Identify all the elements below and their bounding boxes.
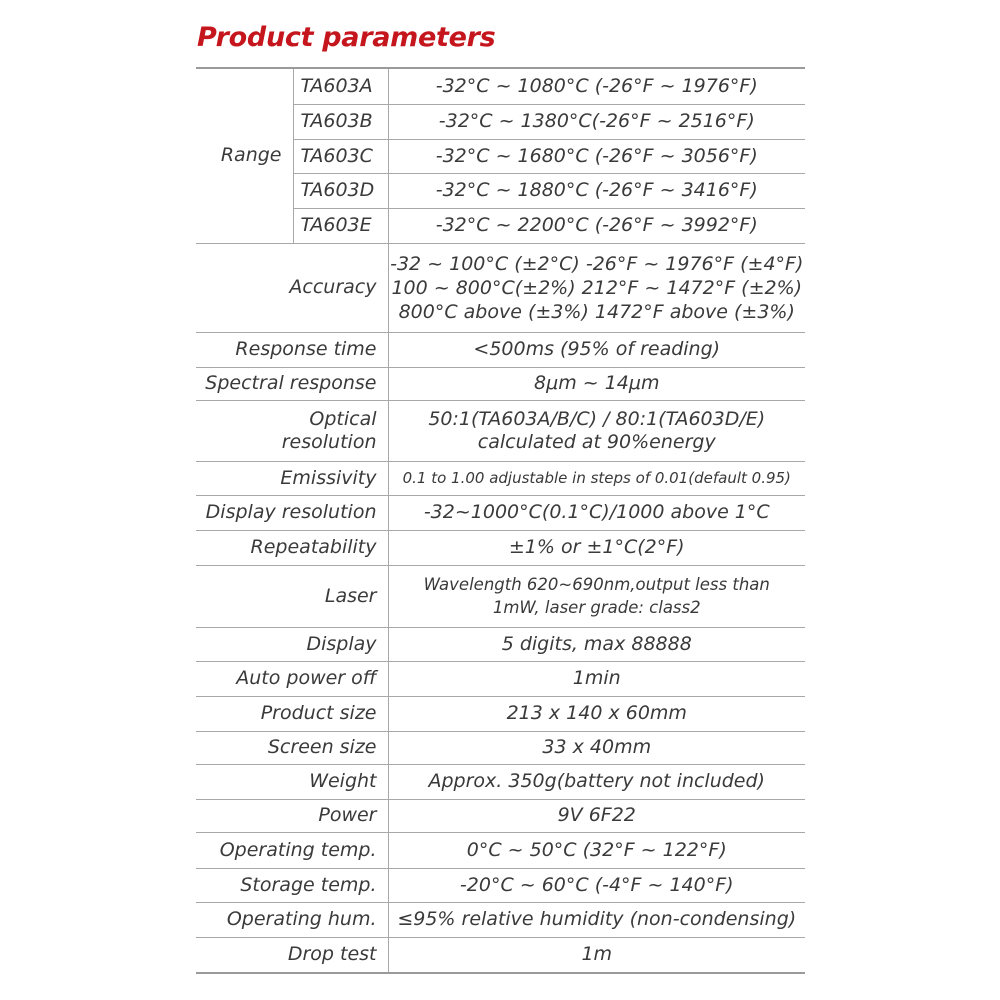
model-cell: TA603A xyxy=(293,68,388,104)
param-label xyxy=(196,367,388,400)
param-label xyxy=(196,332,388,367)
value-line: -32 ~ 100°C (±2°C) -26°F ~ 1976°F (±4°F) xyxy=(390,252,804,275)
table-row xyxy=(196,696,805,731)
table-row xyxy=(196,627,805,661)
param-label xyxy=(196,731,388,764)
range-label: Range xyxy=(196,68,293,243)
label-line: Optical xyxy=(309,407,377,430)
table-row xyxy=(196,400,805,461)
value-cell xyxy=(388,661,805,696)
label-line: Storage temp. xyxy=(240,873,377,896)
label-line: Accuracy xyxy=(289,276,377,298)
value-cell: -32°C ~ 1080°C (-26°F ~ 1976°F) xyxy=(388,68,805,104)
param-label xyxy=(196,661,388,696)
param-label xyxy=(196,530,388,565)
table-row xyxy=(196,731,805,764)
value-cell xyxy=(388,530,805,565)
model-cell: TA603B xyxy=(293,104,388,139)
page-title: Product parameters xyxy=(197,22,496,53)
label-line: Repeatability xyxy=(250,536,377,558)
label-line: Product size xyxy=(260,702,377,724)
label-line: Emissivity xyxy=(280,466,377,489)
label-line: resolution xyxy=(281,430,377,453)
param-label xyxy=(196,764,388,799)
param-label xyxy=(196,937,388,973)
value-line: Wavelength 620~690nm,output less than xyxy=(423,575,770,594)
table-row xyxy=(196,868,805,902)
value-line: 5 digits, max 88888 xyxy=(501,632,692,655)
param-label xyxy=(196,400,388,461)
table-row xyxy=(196,243,805,332)
value-line: 800°C above (±3%) 1472°F above (±3%) xyxy=(398,300,795,323)
param-label xyxy=(196,799,388,832)
value-line: ±1% or ±1°C(2°F) xyxy=(508,536,685,558)
value-line: 33 x 40mm xyxy=(542,736,652,758)
param-label xyxy=(196,832,388,868)
label-line: Spectral response xyxy=(205,372,377,394)
value-line: 0.1 to 1.00 adjustable in steps of 0.01(default 0.95) xyxy=(402,468,791,487)
table-row xyxy=(196,530,805,565)
label-line: Power xyxy=(318,804,377,826)
param-label xyxy=(196,495,388,530)
table-row xyxy=(196,461,805,495)
table-row xyxy=(196,367,805,400)
table-row xyxy=(196,332,805,367)
param-label xyxy=(196,243,388,332)
label-line: Display xyxy=(306,632,377,655)
table-row xyxy=(196,764,805,799)
value-line: -20°C ~ 60°C (-4°F ~ 140°F) xyxy=(459,873,734,896)
value-cell xyxy=(388,696,805,731)
value-line: 9V 6F22 xyxy=(557,804,636,826)
label-line: Display resolution xyxy=(205,501,377,523)
value-cell xyxy=(388,565,805,627)
value-line: 1mW, laser grade: class2 xyxy=(492,598,701,617)
table-row xyxy=(196,495,805,530)
value-cell xyxy=(388,332,805,367)
value-cell: -32°C ~ 1680°C (-26°F ~ 3056°F) xyxy=(388,139,805,173)
value-cell xyxy=(388,461,805,495)
value-cell xyxy=(388,868,805,902)
table-row xyxy=(196,799,805,832)
label-line: Weight xyxy=(309,770,377,792)
value-line: 100 ~ 800°C(±2%) 212°F ~ 1472°F (±2%) xyxy=(391,276,803,299)
model-cell: TA603E xyxy=(293,208,388,243)
spec-table xyxy=(196,67,805,974)
value-cell xyxy=(388,799,805,832)
table-row xyxy=(196,902,805,937)
param-label xyxy=(196,868,388,902)
label-line: Auto power off xyxy=(236,667,377,689)
value-cell: -32°C ~ 1380°C(-26°F ~ 2516°F) xyxy=(388,104,805,139)
label-line: Response time xyxy=(235,338,377,360)
param-label xyxy=(196,461,388,495)
value-cell xyxy=(388,764,805,799)
label-line: Operating temp. xyxy=(219,838,377,861)
value-cell xyxy=(388,243,805,332)
param-label xyxy=(196,696,388,731)
value-cell xyxy=(388,495,805,530)
param-label xyxy=(196,902,388,937)
value-line: 50:1(TA603A/B/C) / 80:1(TA603D/E) xyxy=(428,407,766,430)
value-cell xyxy=(388,832,805,868)
table-row xyxy=(196,661,805,696)
model-cell: TA603D xyxy=(293,173,388,208)
label-line: Laser xyxy=(324,584,377,607)
table-row xyxy=(196,937,805,973)
label-line: Operating hum. xyxy=(226,908,377,930)
table-row xyxy=(196,565,805,627)
value-line: 0°C ~ 50°C (32°F ~ 122°F) xyxy=(466,838,727,861)
value-cell xyxy=(388,400,805,461)
value-line: ≤95% relative humidity (non-condensing) xyxy=(397,908,797,930)
value-cell xyxy=(388,627,805,661)
value-cell xyxy=(388,937,805,973)
value-cell xyxy=(388,731,805,764)
value-line: <500ms (95% of reading) xyxy=(473,338,721,360)
value-line: 213 x 140 x 60mm xyxy=(506,702,687,724)
value-cell: -32°C ~ 2200°C (-26°F ~ 3992°F) xyxy=(388,208,805,243)
value-line: Approx. 350g(battery not included) xyxy=(428,770,765,792)
table-row xyxy=(196,68,805,104)
table-row xyxy=(196,832,805,868)
value-line: 1m xyxy=(581,943,613,966)
value-cell xyxy=(388,902,805,937)
value-line: 8μm ~ 14μm xyxy=(534,372,660,394)
model-cell: TA603C xyxy=(293,139,388,173)
value-line: calculated at 90%energy xyxy=(477,430,716,453)
param-label xyxy=(196,565,388,627)
value-cell: -32°C ~ 1880°C (-26°F ~ 3416°F) xyxy=(388,173,805,208)
value-line: -32~1000°C(0.1°C)/1000 above 1°C xyxy=(423,501,770,523)
label-line: Drop test xyxy=(287,943,377,966)
param-label xyxy=(196,627,388,661)
label-line: Screen size xyxy=(267,736,377,758)
value-line: 1min xyxy=(572,667,621,689)
value-cell xyxy=(388,367,805,400)
